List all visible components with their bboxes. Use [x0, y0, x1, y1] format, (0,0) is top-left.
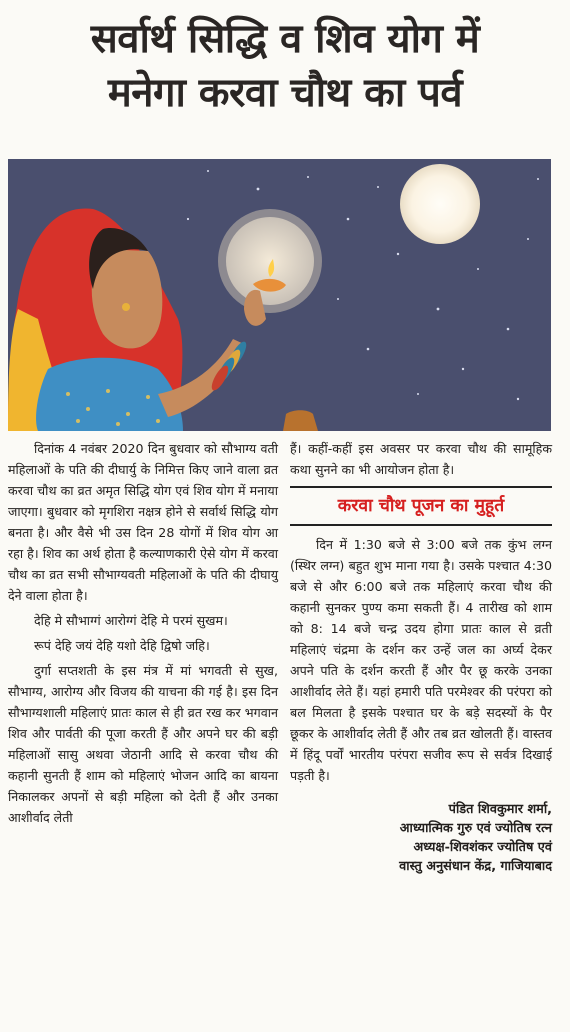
article-paragraph: दिन में 1:30 बजे से 3:00 बजे तक कुंभ लग्न (स्थिर लग्न) बहुत शुभ माना गया है। उसके पश्चात 4:30 बजे से और 6:00 बजे तक महिलाएं करवा चौथ की कहानी सुनकर पुण्य कमा सकती हैं। 4 तारीख को शाम को 8: 14 बजे चन्द्र उदय होगा प्रातः काल से व्रती महिलाएं चंद्रमा के दर्शन कर उन्हें जल का अर्घ्य देकर अपने पति के दर्शन करती हैं और पैर छू करके उनका आशीर्वाद लेते हैं। यहां हमारी पति परमेश्वर की परंपरा को बल मिलता है इसके पश्चात घर के बड़े सदस्यों के पैर छूकर के आशीर्वाद लेती हैं और तब व्रत खोलती हैं। वास्तव में हिंदू पर्वों भारतीय परंपरा सजीव रूप से सर्वत्र दिखाई पड़ती है। [290, 537, 552, 783]
mantra-line-2: रूपं देहि जयं देहि यशो देहि द्विषो जहि। [34, 638, 210, 653]
moon [400, 164, 480, 244]
signature-line-4: वास्तु अनुसंधान केंद्र, गाजियाबाद [399, 859, 552, 874]
mantra-line-1: देहि मे सौभाग्गं आरोग्गं देहि मे परमं सुखम। [34, 613, 228, 628]
headline [0, 12, 570, 120]
signature-line-2: आध्यात्मिक गुरु एवं ज्योतिष रत्न [399, 821, 552, 836]
headline-line-2: मनेगा करवा चौथ का पर्व [107, 70, 463, 116]
headline-line-1: सर्वार्थ सिद्धि व शिव योग में [90, 16, 480, 62]
signature-line-3: अध्यक्ष-शिवशंकर ज्योतिष एवं [413, 840, 552, 855]
karva-chauth-photo [8, 159, 551, 431]
article-right-column [290, 438, 552, 876]
sieve-mesh [226, 217, 314, 305]
article-paragraph: दिनांक 4 नवंबर 2020 दिन बुधवार को सौभाग्य वती महिलाओं के पति की दीघार्यु के निमित्त किए जाने वाला व्रत करवा चौथ का व्रत अमृत सिद्धि योग एवं शिव योग में मनाया जाएगा। बुधवार को मृगशिरा नक्षत्र होने से सर्वार्थ सिद्धि योग बनता है। और वैसे भी उस दिन 28 योगों में शिव योग आ रहा है। शिव का अर्थ होता है कल्याणकारी ऐसे योग में करवा चौथ का व्रत सभी सौभाग्यवती महिलाओं के पति की दीघायु देने वाला होता है। [8, 441, 278, 603]
section-subheading: करवा चौथ पूजन का मुहूर्त [290, 486, 552, 526]
article-left-column [8, 438, 278, 832]
earring [122, 303, 130, 311]
article-paragraph: हैं। कहीं-कहीं इस अवसर पर करवा चौथ की सामूहिक कथा सुनने का भी आयोजन होता है। [290, 441, 552, 477]
article-paragraph: दुर्गा सप्तशती के इस मंत्र में मां भगवती से सुख, सौभाग्य, आरोग्य और विजय की याचना की गई है। इस दिन सौभाग्यशाली महिलाएं प्रातः काल से ही व्रत रख कर भगवान शिव और पार्वती की पूजा करती हैं और अपने घर की बड़ी महिलाओं सासु अथवा जेठानी आदि से करवा चौथ की कहानी सुनती हैं शाम को महिलाएं भोजन आदि का बायना निकालकर अपनों से बड़ी महिला को देती हैं और उनका आशीर्वाद लेती [8, 663, 278, 825]
moon-sieve-illustration [8, 159, 551, 431]
author-signature [290, 800, 552, 876]
signature-line-1: पंडित शिवकुमार शर्मा, [448, 802, 552, 817]
